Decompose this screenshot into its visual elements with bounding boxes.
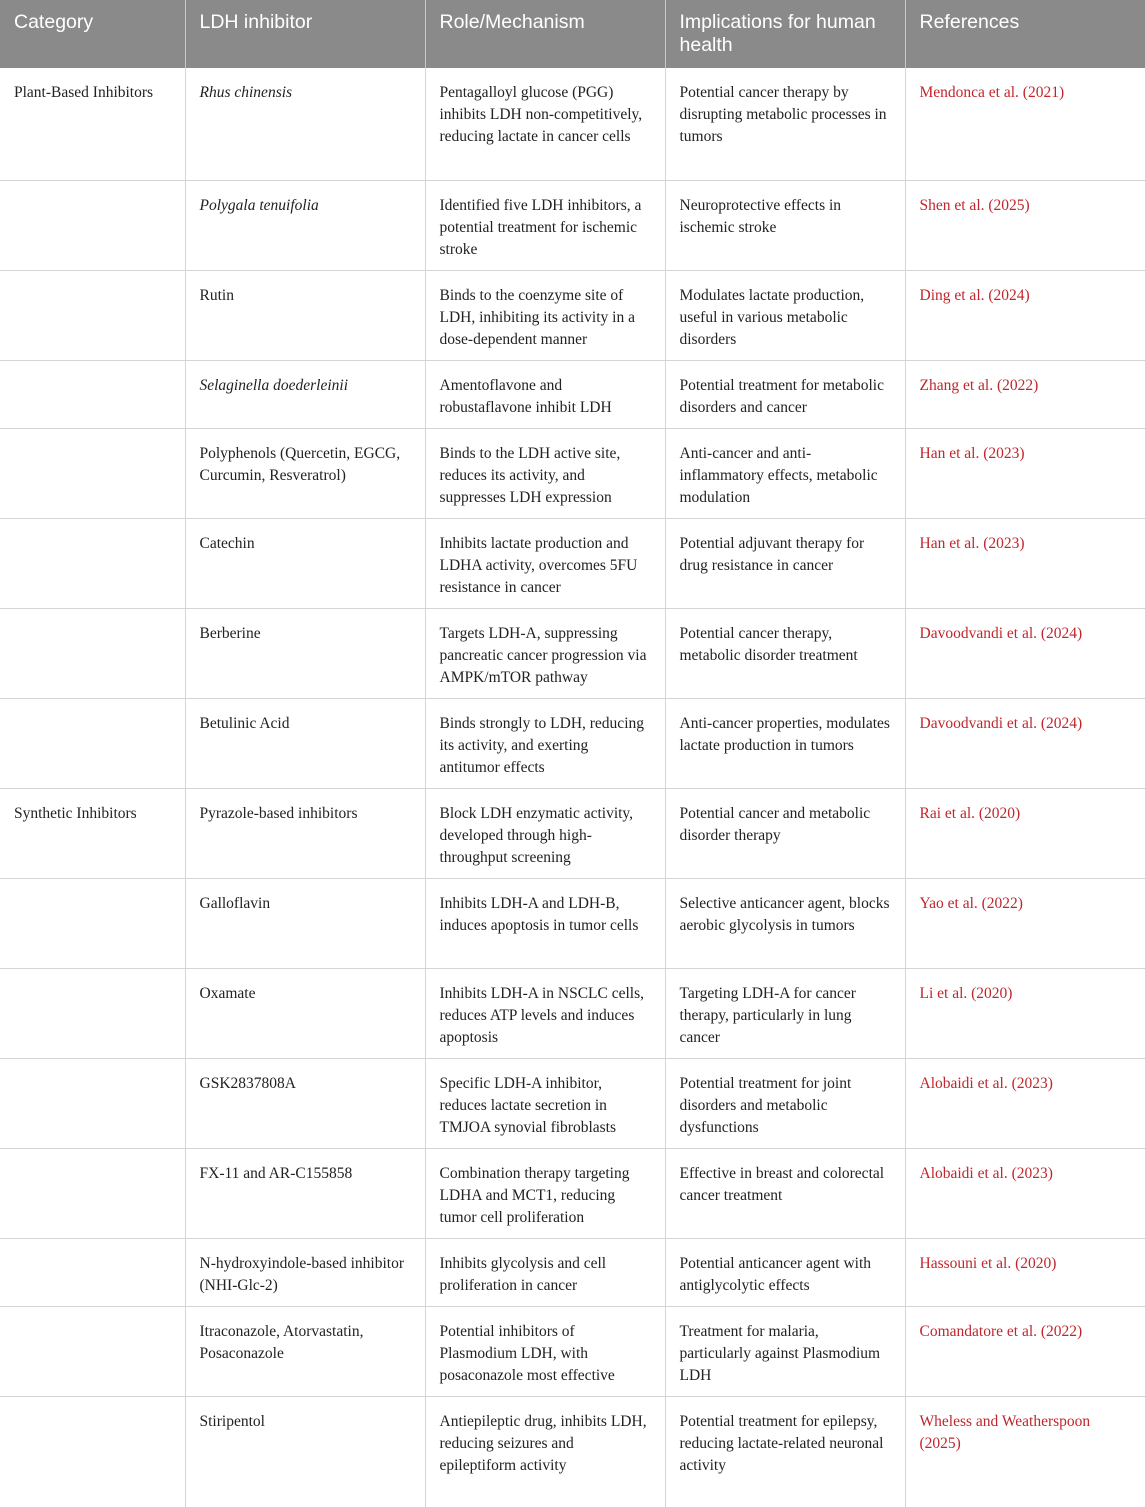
implications-cell: Potential cancer and metabolic disorder therapy [665,788,905,878]
mechanism-cell: Potential inhibitors of Plasmodium LDH, with posaconazole most effective [425,1306,665,1396]
table-row [0,788,1145,878]
implications-cell: Potential adjuvant therapy for drug resistance in cancer [665,518,905,608]
table-row [0,180,1145,270]
implications-cell: Modulates lactate production, useful in various metabolic disorders [665,270,905,360]
category-cell [0,1396,185,1507]
category-cell [0,428,185,518]
table-row [0,698,1145,788]
category-cell [0,1058,185,1148]
category-cell [0,270,185,360]
ldh-inhibitor-cell: Berberine [185,608,425,698]
category-cell [0,1306,185,1396]
table-row [0,270,1145,360]
mechanism-cell: Combination therapy targeting LDHA and MCT1, reducing tumor cell proliferation [425,1148,665,1238]
header-row [0,0,1145,68]
header-category: Category [0,0,185,68]
category-cell [0,698,185,788]
ldh-inhibitor-cell: GSK2837808A [185,1058,425,1148]
implications-cell: Potential treatment for metabolic disorders and cancer [665,360,905,428]
implications-cell: Potential treatment for joint disorders and metabolic dysfunctions [665,1058,905,1148]
ldh-inhibitor-cell: Stiripentol [185,1396,425,1507]
header-implications: Implications for human health [665,0,905,68]
reference-cell[interactable]: Comandatore et al. (2022) [905,1306,1145,1396]
category-cell [0,968,185,1058]
reference-cell[interactable]: Wheless and Weatherspoon (2025) [905,1396,1145,1507]
table-row [0,1306,1145,1396]
implications-cell: Potential treatment for epilepsy, reducing lactate-related neuronal activity [665,1396,905,1507]
table-row [0,608,1145,698]
table-row [0,1058,1145,1148]
category-cell [0,608,185,698]
reference-cell[interactable]: Han et al. (2023) [905,428,1145,518]
mechanism-cell: Inhibits LDH-A in NSCLC cells, reduces ATP levels and induces apoptosis [425,968,665,1058]
table-body [0,68,1145,1507]
mechanism-cell: Identified five LDH inhibitors, a potential treatment for ischemic stroke [425,180,665,270]
implications-cell: Potential cancer therapy, metabolic disorder treatment [665,608,905,698]
mechanism-cell: Binds to the coenzyme site of LDH, inhibiting its activity in a dose-dependent manner [425,270,665,360]
implications-cell: Treatment for malaria, particularly against Plasmodium LDH [665,1306,905,1396]
ldh-inhibitor-cell: N-hydroxyindole-based inhibitor (NHI-Glc-2) [185,1238,425,1306]
category-cell [0,878,185,968]
ldh-inhibitor-cell: Polygala tenuifolia [185,180,425,270]
header-role-mechanism: Role/Mechanism [425,0,665,68]
reference-cell[interactable]: Alobaidi et al. (2023) [905,1148,1145,1238]
ldh-inhibitor-cell: Polyphenols (Quercetin, EGCG, Curcumin, Resveratrol) [185,428,425,518]
table-row [0,1238,1145,1306]
implications-cell: Anti-cancer and anti-inflammatory effects, metabolic modulation [665,428,905,518]
reference-cell[interactable]: Davoodvandi et al. (2024) [905,608,1145,698]
mechanism-cell: Block LDH enzymatic activity, developed through high-throughput screening [425,788,665,878]
ldh-inhibitor-cell: Galloflavin [185,878,425,968]
table-row [0,518,1145,608]
ldh-inhibitor-cell: Selaginella doederleinii [185,360,425,428]
reference-cell[interactable]: Zhang et al. (2022) [905,360,1145,428]
ldh-inhibitor-cell: FX-11 and AR-C155858 [185,1148,425,1238]
category-cell [0,1148,185,1238]
implications-cell: Potential anticancer agent with antiglycolytic effects [665,1238,905,1306]
reference-cell[interactable]: Ding et al. (2024) [905,270,1145,360]
implications-cell: Potential cancer therapy by disrupting metabolic processes in tumors [665,68,905,180]
mechanism-cell: Binds to the LDH active site, reduces its activity, and suppresses LDH expression [425,428,665,518]
mechanism-cell: Pentagalloyl glucose (PGG) inhibits LDH non-competitively, reducing lactate in cancer cells [425,68,665,180]
implications-cell: Neuroprotective effects in ischemic stroke [665,180,905,270]
ldh-inhibitor-cell: Rutin [185,270,425,360]
ldh-inhibitor-cell: Itraconazole, Atorvastatin, Posaconazole [185,1306,425,1396]
category-cell [0,360,185,428]
mechanism-cell: Inhibits lactate production and LDHA activity, overcomes 5FU resistance in cancer [425,518,665,608]
table-row [0,360,1145,428]
mechanism-cell: Amentoflavone and robustaflavone inhibit LDH [425,360,665,428]
category-cell [0,1238,185,1306]
ldh-inhibitor-cell: Pyrazole-based inhibitors [185,788,425,878]
category-cell: Synthetic Inhibitors [0,788,185,878]
ldh-inhibitor-cell: Catechin [185,518,425,608]
reference-cell[interactable]: Li et al. (2020) [905,968,1145,1058]
ldh-inhibitor-cell: Rhus chinensis [185,68,425,180]
ldh-inhibitor-cell: Oxamate [185,968,425,1058]
table-row [0,1396,1145,1507]
implications-cell: Anti-cancer properties, modulates lactate production in tumors [665,698,905,788]
category-cell: Plant-Based Inhibitors [0,68,185,180]
reference-cell[interactable]: Alobaidi et al. (2023) [905,1058,1145,1148]
implications-cell: Effective in breast and colorectal cancer treatment [665,1148,905,1238]
table-row [0,68,1145,180]
implications-cell: Targeting LDH-A for cancer therapy, particularly in lung cancer [665,968,905,1058]
table-row [0,968,1145,1058]
table-row [0,878,1145,968]
mechanism-cell: Inhibits glycolysis and cell proliferation in cancer [425,1238,665,1306]
mechanism-cell: Targets LDH-A, suppressing pancreatic cancer progression via AMPK/mTOR pathway [425,608,665,698]
reference-cell[interactable]: Shen et al. (2025) [905,180,1145,270]
reference-cell[interactable]: Davoodvandi et al. (2024) [905,698,1145,788]
reference-cell[interactable]: Rai et al. (2020) [905,788,1145,878]
mechanism-cell: Inhibits LDH-A and LDH-B, induces apoptosis in tumor cells [425,878,665,968]
implications-cell: Selective anticancer agent, blocks aerobic glycolysis in tumors [665,878,905,968]
category-cell [0,518,185,608]
header-references: References [905,0,1145,68]
category-cell [0,180,185,270]
reference-cell[interactable]: Yao et al. (2022) [905,878,1145,968]
ldh-inhibitor-cell: Betulinic Acid [185,698,425,788]
mechanism-cell: Antiepileptic drug, inhibits LDH, reducing seizures and epileptiform activity [425,1396,665,1507]
mechanism-cell: Binds strongly to LDH, reducing its activity, and exerting antitumor effects [425,698,665,788]
table-row [0,428,1145,518]
reference-cell[interactable]: Hassouni et al. (2020) [905,1238,1145,1306]
table-row [0,1148,1145,1238]
mechanism-cell: Specific LDH-A inhibitor, reduces lactate secretion in TMJOA synovial fibroblasts [425,1058,665,1148]
reference-cell[interactable]: Mendonca et al. (2021) [905,68,1145,180]
table-header [0,0,1145,68]
header-ldh-inhibitor: LDH inhibitor [185,0,425,68]
reference-cell[interactable]: Han et al. (2023) [905,518,1145,608]
